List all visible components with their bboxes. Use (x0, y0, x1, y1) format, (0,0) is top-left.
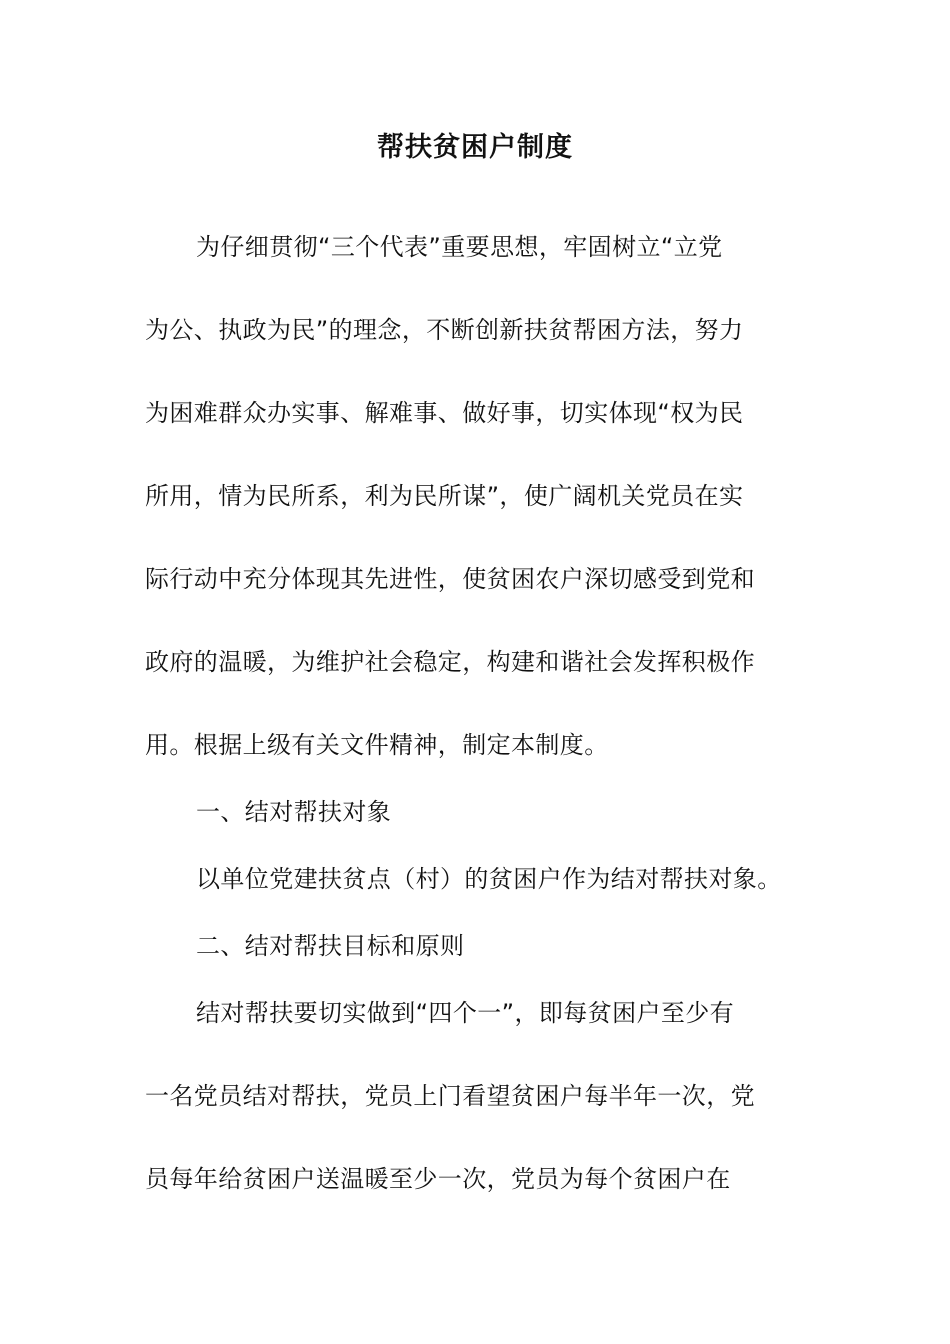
paragraph-line: 政府的温暖，为维护社会稳定，构建和谐社会发挥积极作 (145, 648, 755, 676)
paragraph-line: 以单位党建扶贫点（村）的贫困户作为结对帮扶对象。 (196, 865, 782, 893)
paragraph-line: 为仔细贯彻“三个代表”重要思想，牢固树立“立党 (196, 233, 723, 261)
paragraph-line: 为困难群众办实事、解难事、做好事，切实体现“权为民 (145, 399, 744, 427)
paragraph-line: 所用，情为民所系，利为民所谋”，使广阔机关党员在实 (145, 482, 744, 510)
paragraph-line: 用。根据上级有关文件精神，制定本制度。 (145, 731, 609, 759)
paragraph-line: 一名党员结对帮扶，党员上门看望贫困户每半年一次，党 (145, 1082, 755, 1110)
paragraph-line: 为公、执政为民”的理念，不断创新扶贫帮困方法，努力 (145, 316, 744, 344)
section-heading: 一、结对帮扶对象 (196, 798, 392, 826)
paragraph-line: 结对帮扶要切实做到“四个一”，即每贫困户至少有 (196, 999, 735, 1027)
document-title: 帮扶贫困户制度 (377, 132, 573, 163)
paragraph-line: 员每年给贫困户送温暖至少一次，党员为每个贫困户在 (145, 1165, 731, 1193)
section-heading: 二、结对帮扶目标和原则 (196, 932, 465, 960)
paragraph-line: 际行动中充分体现其先进性，使贫困农户深切感受到党和 (145, 565, 755, 593)
